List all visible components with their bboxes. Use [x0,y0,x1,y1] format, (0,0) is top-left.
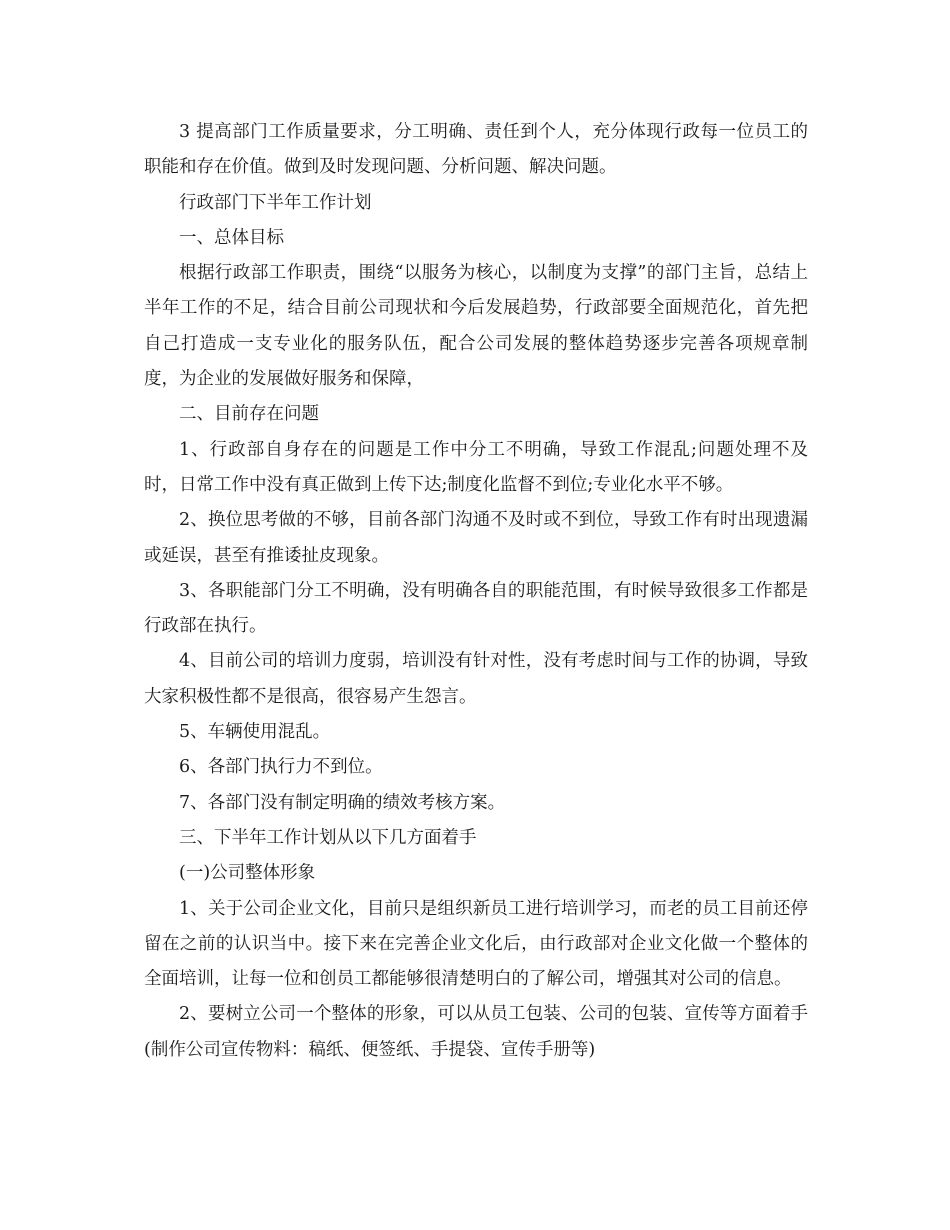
subheading-company-image: (一)公司整体形象 [179,863,316,884]
heading-current-problems: 二、目前存在问题 [179,404,319,425]
list-item-plan-2: 2、要树立公司一个整体的形象，可以从员工包装、公司的包装、宣传等方面着手(制作公司宣传物料：稿纸、便签纸、手提袋、宣传手册等) [144,1004,808,1060]
list-item-problem-7: 7、各部门没有制定明确的绩效考核方案。 [179,792,506,813]
list-item-problem-5: 5、车辆使用混乱。 [179,722,331,743]
list-item-problem-1: 1、行政部自身存在的问题是工作中分工不明确，导致工作混乱;问题处理不及时，日常工作中没有真正做到上传下达;制度化监督不到位;专业化水平不够。 [144,439,808,495]
section-title-plan: 行政部门下半年工作计划 [179,192,372,213]
list-item-problem-6: 6、各部门执行力不到位。 [179,757,383,778]
list-item-plan-1: 1、关于公司企业文化，目前只是组织新员工进行培训学习，而老的员工目前还停留在之前的认识当中。接下来在完善企业文化后，由行政部对企业文化做一个整体的全面培训，让每一位和创员工都能够很清楚明白的了解公司，增强其对公司的信息。 [144,898,808,990]
paragraph-quality-requirements: 3 提高部门工作质量要求，分工明确、责任到个人，充分体现行政每一位员工的职能和存在价值。做到及时发现问题、分析问题、解决问题。 [144,122,808,178]
heading-overall-goal: 一、总体目标 [179,227,284,248]
list-item-problem-4: 4、目前公司的培训力度弱，培训没有针对性，没有考虑时间与工作的协调，导致大家积极性都不是很高，很容易产生怨言。 [144,651,808,707]
list-item-problem-2: 2、换位思考做的不够，目前各部门沟通不及时或不到位，导致工作有时出现遗漏或延误，甚至有推诿扯皮现象。 [144,510,808,566]
paragraph-overall-goal: 根据行政部工作职责，围绕“以服务为核心，以制度为支撑”的部门主旨，总结上半年工作的不足，结合目前公司现状和今后发展趋势，行政部要全面规范化，首先把自己打造成一支专业化的服务队伍，配合公司发展的整体趋势逐步完善各项规章制度，为企业的发展做好服务和保障， [144,263,808,390]
list-item-problem-3: 3、各职能部门分工不明确，没有明确各自的职能范围，有时候导致很多工作都是行政部在执行。 [144,580,808,637]
document-body [144,115,808,1068]
heading-second-half-plan: 三、下半年工作计划从以下几方面着手 [179,827,477,848]
